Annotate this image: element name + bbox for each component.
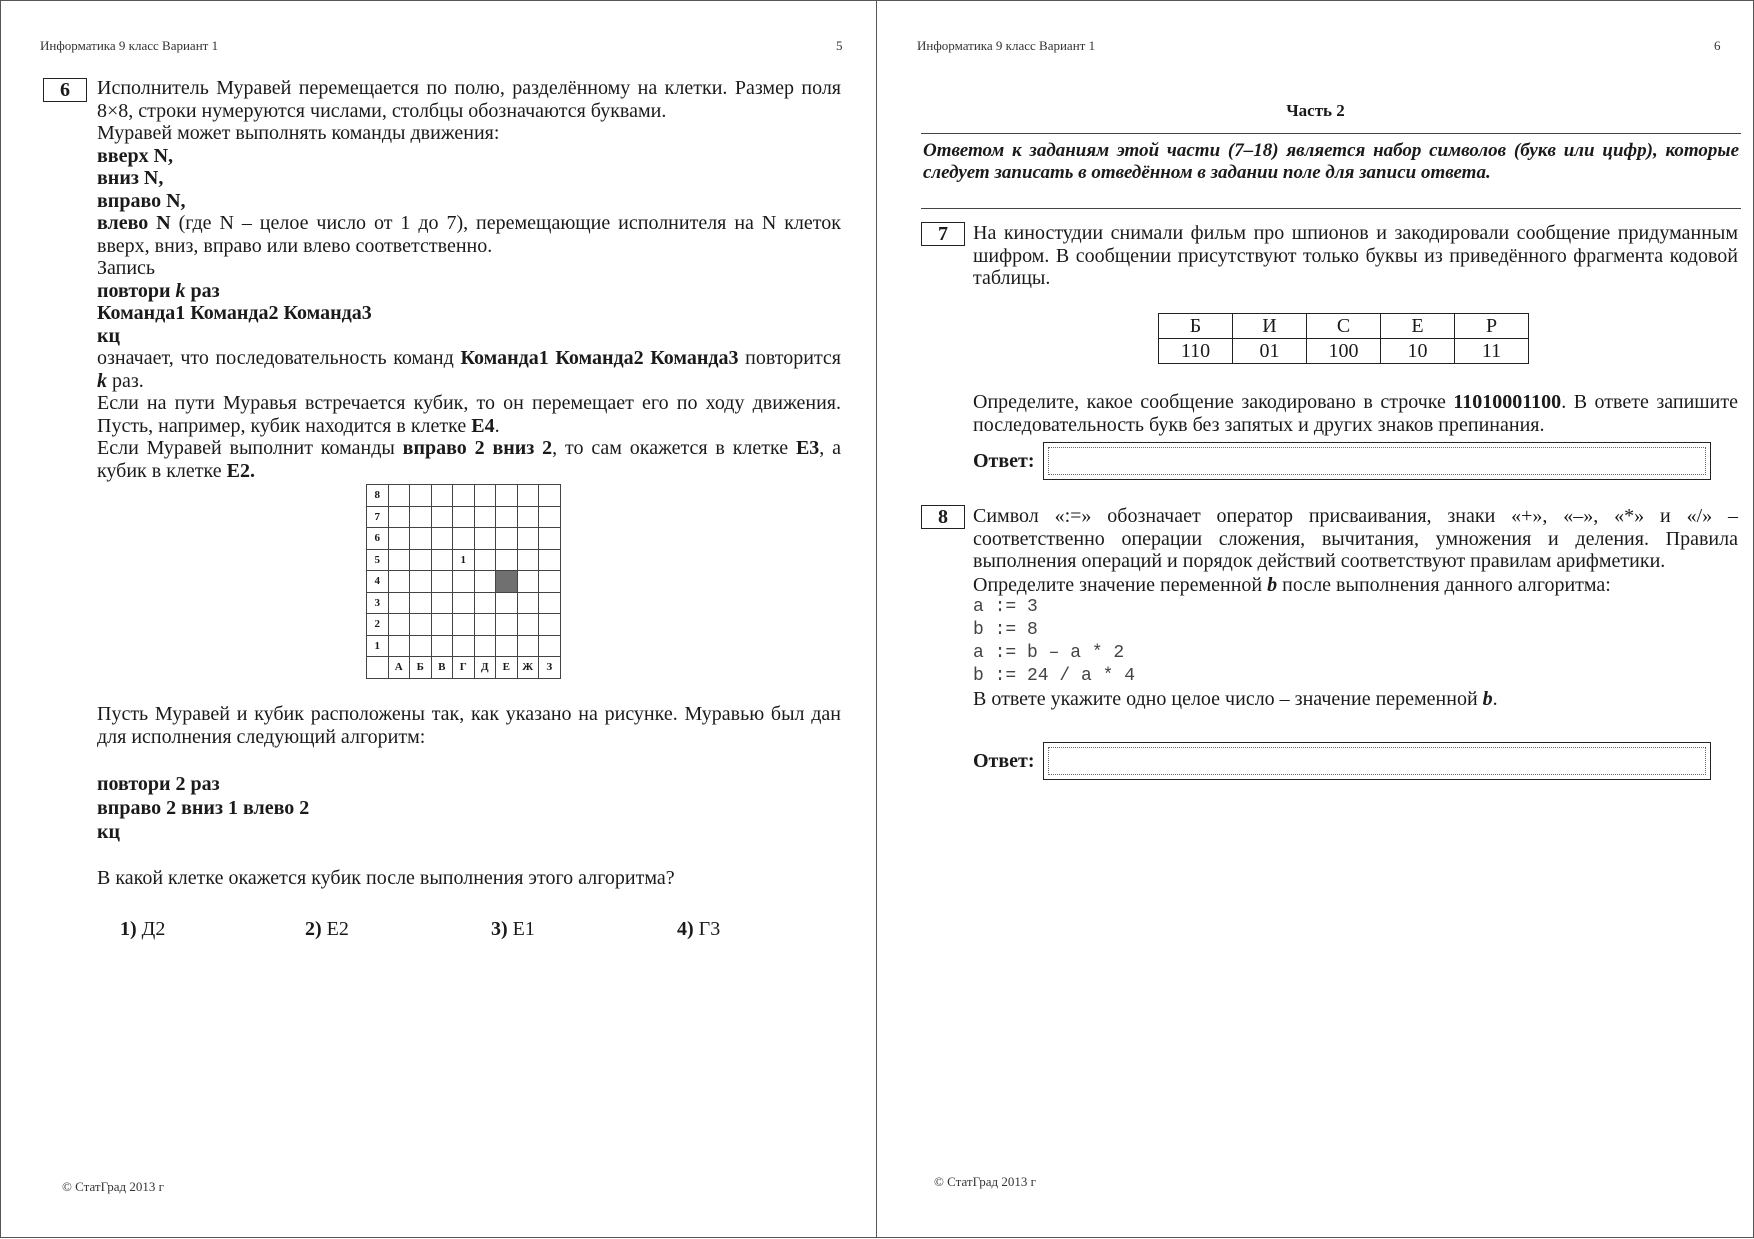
left-page [0, 0, 876, 1237]
grid-cell [539, 528, 561, 550]
grid-cell [517, 528, 539, 550]
example-cmd: вправо 2 вниз 2 [402, 437, 553, 459]
ant-cell: 1 [453, 549, 475, 571]
grid-cell [539, 549, 561, 571]
grid-cell [431, 528, 453, 550]
task-8-answer-row [973, 742, 1711, 780]
answer-label: Ответ: [973, 449, 1035, 472]
grid-cell [431, 592, 453, 614]
code-table [1158, 313, 1529, 364]
grid-cell [496, 614, 518, 636]
grid-cell [474, 485, 496, 507]
means-c: повторится [738, 347, 842, 369]
option-4-text: Г3 [698, 918, 721, 940]
repeat-word: повтори [97, 279, 176, 302]
option-1-num: 1) [120, 918, 137, 940]
question-text: В какой клетке окажется кубик после выполнения этого алгоритма? [97, 867, 675, 889]
code-cell: 01 [1233, 339, 1307, 364]
repeat-k: k [175, 279, 186, 302]
grid-cell [410, 635, 432, 657]
grid-cell [474, 592, 496, 614]
grid-row [367, 635, 561, 657]
grid-col-label: З [539, 657, 561, 679]
option-3-num: 3) [491, 918, 508, 940]
grid-cell [474, 614, 496, 636]
cube-b: . [494, 414, 500, 437]
task-number-6: 6 [43, 78, 87, 102]
option-3-text: Е1 [512, 918, 535, 940]
algorithm [97, 772, 841, 844]
grid-cell [474, 571, 496, 593]
right-page [877, 0, 1754, 1237]
grid-cell [431, 506, 453, 528]
grid-cell [517, 506, 539, 528]
page-header: Информатика 9 класс Вариант 1 [40, 38, 219, 53]
grid-cell [410, 528, 432, 550]
grid-cell [388, 571, 410, 593]
ans8-a: В ответе укажите одно целое число – значение переменной [973, 688, 1483, 710]
kc-line: кц [97, 324, 121, 347]
page-number: 5 [836, 38, 843, 53]
task-7-answer-row [973, 442, 1711, 480]
cube-line [97, 392, 841, 437]
letter-cell: Е [1381, 314, 1455, 339]
zapis: Запись [97, 257, 156, 279]
grid-cell [517, 571, 539, 593]
task-6-after [97, 703, 841, 748]
code-line: a := 3 [973, 597, 1038, 617]
option-1-text: Д2 [141, 918, 166, 940]
grid-row [367, 528, 561, 550]
task-number-8: 8 [921, 505, 965, 529]
task-6-question [97, 867, 841, 890]
grid-cell [453, 614, 475, 636]
means-line [97, 347, 841, 392]
grid-cell [453, 528, 475, 550]
grid-cell [517, 549, 539, 571]
grid-cell [410, 592, 432, 614]
code-line: b := 8 [973, 620, 1038, 640]
option-1[interactable] [120, 918, 165, 941]
code-cell: 100 [1307, 339, 1381, 364]
option-2-num: 2) [305, 918, 322, 940]
example-cube: Е2. [226, 459, 255, 482]
grid-cell [410, 614, 432, 636]
task-7-answer-field[interactable] [1043, 442, 1711, 480]
task-7-text: На киностудии снимали фильм про шпионов и закодировали сообщение придуманным шифром. В сообщении присутствуют только буквы из приведённого фрагмента кодовой таблицы. [973, 222, 1738, 289]
code-line: b := 24 / a * 4 [973, 666, 1136, 686]
grid-cell [517, 635, 539, 657]
grid-cell [388, 635, 410, 657]
option-2[interactable] [305, 918, 349, 941]
page-footer: © СтатГрад 2013 г [934, 1174, 1036, 1189]
grid-row [367, 614, 561, 636]
grid-cell [496, 549, 518, 571]
cube-cell: Е4 [471, 414, 495, 437]
cmd-right: вправо N, [97, 189, 186, 212]
grid-cell [388, 528, 410, 550]
task-6-intro: Исполнитель Муравей перемещается по полю, разделённому на клетки. Размер поля 8×8, строки нумеруются числами, столбцы обозначаются буквами. [97, 77, 841, 122]
grid-cell [388, 485, 410, 507]
means-d: раз. [107, 369, 144, 392]
grid-row-label: 1 [367, 635, 389, 657]
grid-cell [431, 571, 453, 593]
task-8-answer-field[interactable] [1043, 742, 1711, 780]
grid-cell [539, 592, 561, 614]
page-number: 6 [1714, 38, 1721, 53]
example-a: Если Муравей выполнит команды [97, 437, 403, 459]
grid-cell [410, 549, 432, 571]
grid-cell [410, 571, 432, 593]
grid-row [367, 506, 561, 528]
grid-cell [496, 528, 518, 550]
cmd-up: вверх N, [97, 144, 174, 167]
grid-cell [388, 506, 410, 528]
grid-cell [539, 635, 561, 657]
grid-col-label: В [431, 657, 453, 679]
ant-field-grid [366, 484, 561, 679]
grid-cell [539, 614, 561, 636]
grid-row-label: 6 [367, 528, 389, 550]
q7-a: Определите, какое сообщение закодировано в строчке [973, 391, 1454, 413]
q8-var: b [1267, 573, 1278, 596]
grid-cell [453, 485, 475, 507]
page-header: Информатика 9 класс Вариант 1 [917, 38, 1096, 53]
option-4-num: 4) [677, 918, 694, 940]
cmd-left-line [97, 212, 841, 257]
grid-row-label: 3 [367, 592, 389, 614]
page-footer: © СтатГрад 2013 г [62, 1179, 164, 1194]
part-instruction: Ответом к заданиям этой части (7–18) является набор символов (букв или цифр), которые следует записать в отведённом в задании поле для записи ответа. [923, 140, 1739, 183]
grid-row-label: 4 [367, 571, 389, 593]
grid-cell [474, 528, 496, 550]
grid-cell [431, 635, 453, 657]
means-b: Команда1 Команда2 Команда3 [460, 347, 739, 369]
grid-col-label: Ж [517, 657, 539, 679]
answer-label: Ответ: [973, 749, 1035, 772]
letter-cell: Б [1159, 314, 1233, 339]
cube-cell [496, 571, 518, 593]
alg-line-3: кц [97, 821, 121, 843]
grid-cell [539, 485, 561, 507]
grid-cell [388, 592, 410, 614]
code-cell: 110 [1159, 339, 1233, 364]
code-block [973, 596, 1738, 688]
grid-col-labels [367, 657, 561, 679]
grid-row-label: 5 [367, 549, 389, 571]
grid-cell [388, 614, 410, 636]
grid-row [367, 592, 561, 614]
option-2-text: Е2 [326, 918, 349, 940]
task-8-text [973, 505, 1738, 711]
task-6-text [97, 77, 841, 482]
example-line [97, 437, 841, 482]
task-number-7: 7 [921, 222, 965, 246]
grid-cell [517, 592, 539, 614]
grid-cell [517, 485, 539, 507]
letter-cell: С [1307, 314, 1381, 339]
grid-col-label: Г [453, 657, 475, 679]
code-table-codes [1159, 339, 1529, 364]
commands-line: Команда1 Команда2 Команда3 [97, 302, 372, 324]
code-cell: 11 [1455, 339, 1529, 364]
grid-corner [367, 657, 389, 679]
grid-row-label: 7 [367, 506, 389, 528]
option-4[interactable] [677, 918, 720, 941]
grid-cell [453, 635, 475, 657]
grid-row [367, 571, 561, 593]
alg-line-2: вправо 2 вниз 1 влево 2 [97, 797, 310, 819]
q7-code: 11010001100 [1453, 391, 1562, 413]
grid-col-label: Б [410, 657, 432, 679]
grid-row [367, 485, 561, 507]
ans8-var: b [1482, 688, 1493, 710]
grid-cell [431, 614, 453, 636]
grid-cell [453, 506, 475, 528]
cube-a: Если на пути Муравья встречается кубик, то он перемещает его по ходу движения. Пусть, например, кубик находится в клетке [97, 392, 841, 437]
alg-line-1: повтори 2 раз [97, 773, 220, 795]
grid-cell [539, 571, 561, 593]
grid-col-label: Е [496, 657, 518, 679]
option-3[interactable] [491, 918, 535, 941]
grid-cell [496, 485, 518, 507]
grid-cell [496, 506, 518, 528]
part-title: Часть 2 [1286, 101, 1345, 120]
task-7-question [973, 391, 1738, 436]
letter-cell: Р [1455, 314, 1529, 339]
example-c: , а кубик в клетке [97, 437, 841, 482]
grid-col-label: А [388, 657, 410, 679]
grid-cell [431, 485, 453, 507]
rule-bottom [921, 208, 1741, 209]
cmd-down: вниз N, [97, 167, 164, 189]
rule-top [921, 133, 1741, 134]
grid-cell [474, 506, 496, 528]
q8-a: Определите значение переменной [973, 573, 1268, 596]
grid-cell [474, 635, 496, 657]
cmd-left: влево N [97, 212, 171, 234]
means-a: означает, что последовательность команд [97, 347, 461, 369]
letter-cell: И [1233, 314, 1307, 339]
cmd-left-desc: (где N – целое число от 1 до 7), перемещающие исполнителя на N клеток вверх, вниз, вправо или влево соответственно. [97, 212, 841, 257]
grid-cell [453, 571, 475, 593]
grid-cell [496, 635, 518, 657]
repeat-line [97, 280, 841, 303]
q7-b: . В ответе запишите последовательность букв без запятых и других знаков препинания. [973, 391, 1738, 436]
code-line: a := b – a * 2 [973, 643, 1125, 663]
grid-cell [474, 549, 496, 571]
grid-row [367, 549, 561, 571]
code-table-letters [1159, 314, 1529, 339]
grid-cell [517, 614, 539, 636]
grid-cell [453, 592, 475, 614]
repeat-times: раз [185, 279, 220, 302]
grid-cell [496, 592, 518, 614]
ans8-b: . [1492, 688, 1498, 710]
grid-cell [539, 506, 561, 528]
grid-cell [410, 485, 432, 507]
means-k: k [97, 369, 107, 392]
code-cell: 10 [1381, 339, 1455, 364]
grid-cell [410, 506, 432, 528]
after-text: Пусть Муравей и кубик расположены так, как указано на рисунке. Муравью был дан для исполнения следующий алгоритм: [97, 703, 841, 748]
q8-b: после выполнения данного алгоритма: [1277, 573, 1611, 596]
example-b: , то сам окажется в клетке [552, 437, 796, 459]
grid-cell [388, 549, 410, 571]
example-ant: Е3 [795, 437, 820, 459]
grid-row-label: 2 [367, 614, 389, 636]
task-8-intro: Символ «:=» обозначает оператор присваивания, знаки «+», «–», «*» и «/» – соответственно операции сложения, вычитания, умножения и деления. Правила выполнения операций и порядок действий соответствуют правилам арифметики. [973, 505, 1738, 572]
grid-cell [431, 549, 453, 571]
grid-row-label: 8 [367, 485, 389, 507]
task-6-commands-intro: Муравей может выполнять команды движения: [97, 122, 500, 144]
grid-col-label: Д [474, 657, 496, 679]
